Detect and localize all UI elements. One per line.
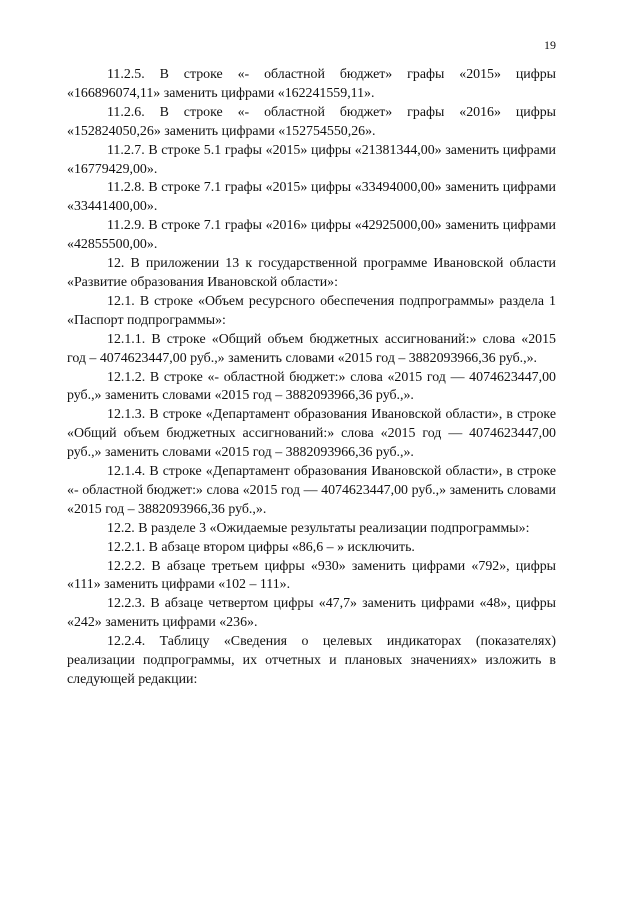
paragraph-12-2-2: 12.2.2. В абзаце третьем цифры «930» заменить цифрами «792», цифры «111» заменить цифрами «102 – 111».	[67, 558, 556, 593]
paragraph-12: 12. В приложении 13 к государственной программе Ивановской области «Развитие образования Ивановской области»:	[67, 256, 556, 290]
paragraph-12-1-3: 12.1.3. В строке «Департамент образования Ивановской области», в строке «Общий объем бюджетных ассигнований:» слова «2015 год — 4074623447,00 руб.,» заменить словами «2015 год – 3882093966,36 руб.,».	[67, 407, 556, 461]
paragraph-11-2-9: 11.2.9. В строке 7.1 графы «2016» цифры «42925000,00» заменить цифрами «42855500,00».	[67, 218, 556, 253]
paragraph-12-1: 12.1. В строке «Объем ресурсного обеспечения подпрограммы» раздела 1 «Паспорт подпрограммы»:	[67, 293, 556, 328]
paragraph-11-2-8: 11.2.8. В строке 7.1 графы «2015» цифры «33494000,00» заменить цифрами «33441400,00».	[67, 180, 556, 215]
paragraph-12-2-1: 12.2.1. В абзаце втором цифры «86,6 – » исключить.	[107, 539, 415, 555]
paragraph-11-2-7: 11.2.7. В строке 5.1 графы «2015» цифры «21381344,00» заменить цифрами «16779429,00».	[67, 142, 556, 177]
paragraph-12-2-3: 12.2.3. В абзаце четвертом цифры «47,7» заменить цифрами «48», цифры «242» заменить цифрами «236».	[67, 596, 556, 631]
page-number: 19	[544, 38, 556, 52]
paragraph-11-2-5: 11.2.5. В строке «- областной бюджет» графы «2015» цифры «166896074,11» заменить цифрами «162241559,11».	[67, 67, 556, 101]
paragraph-12-1-2: 12.1.2. В строке «- областной бюджет:» слова «2015 год — 4074623447,00 руб.,» заменить словами «2015 год – 3882093966,36 руб.,».	[67, 369, 556, 404]
document-body	[67, 66, 556, 690]
paragraph-12-1-1: 12.1.1. В строке «Общий объем бюджетных ассигнований:» слова «2015 год – 4074623447,00 руб.,» заменить словами «2015 год – 3882093966,36 руб.,».	[67, 331, 556, 366]
paragraph-12-1-4: 12.1.4. В строке «Департамент образования Ивановской области», в строке «- областной бюджет:» слова «2015 год — 4074623447,00 руб.,» заменить словами «2015 год – 3882093966,36 руб.,».	[67, 464, 556, 517]
paragraph-12-2: 12.2. В разделе 3 «Ожидаемые результаты реализации подпрограммы»:	[107, 520, 530, 536]
paragraph-12-2-4: 12.2.4. Таблицу «Сведения о целевых индикаторах (показателях) реализации подпрограммы, их отчетных и плановых значениях» изложить в следующей редакции:	[67, 634, 556, 687]
paragraph-11-2-6: 11.2.6. В строке «- областной бюджет» графы «2016» цифры «152824050,26» заменить цифрами «152754550,26».	[67, 104, 556, 139]
